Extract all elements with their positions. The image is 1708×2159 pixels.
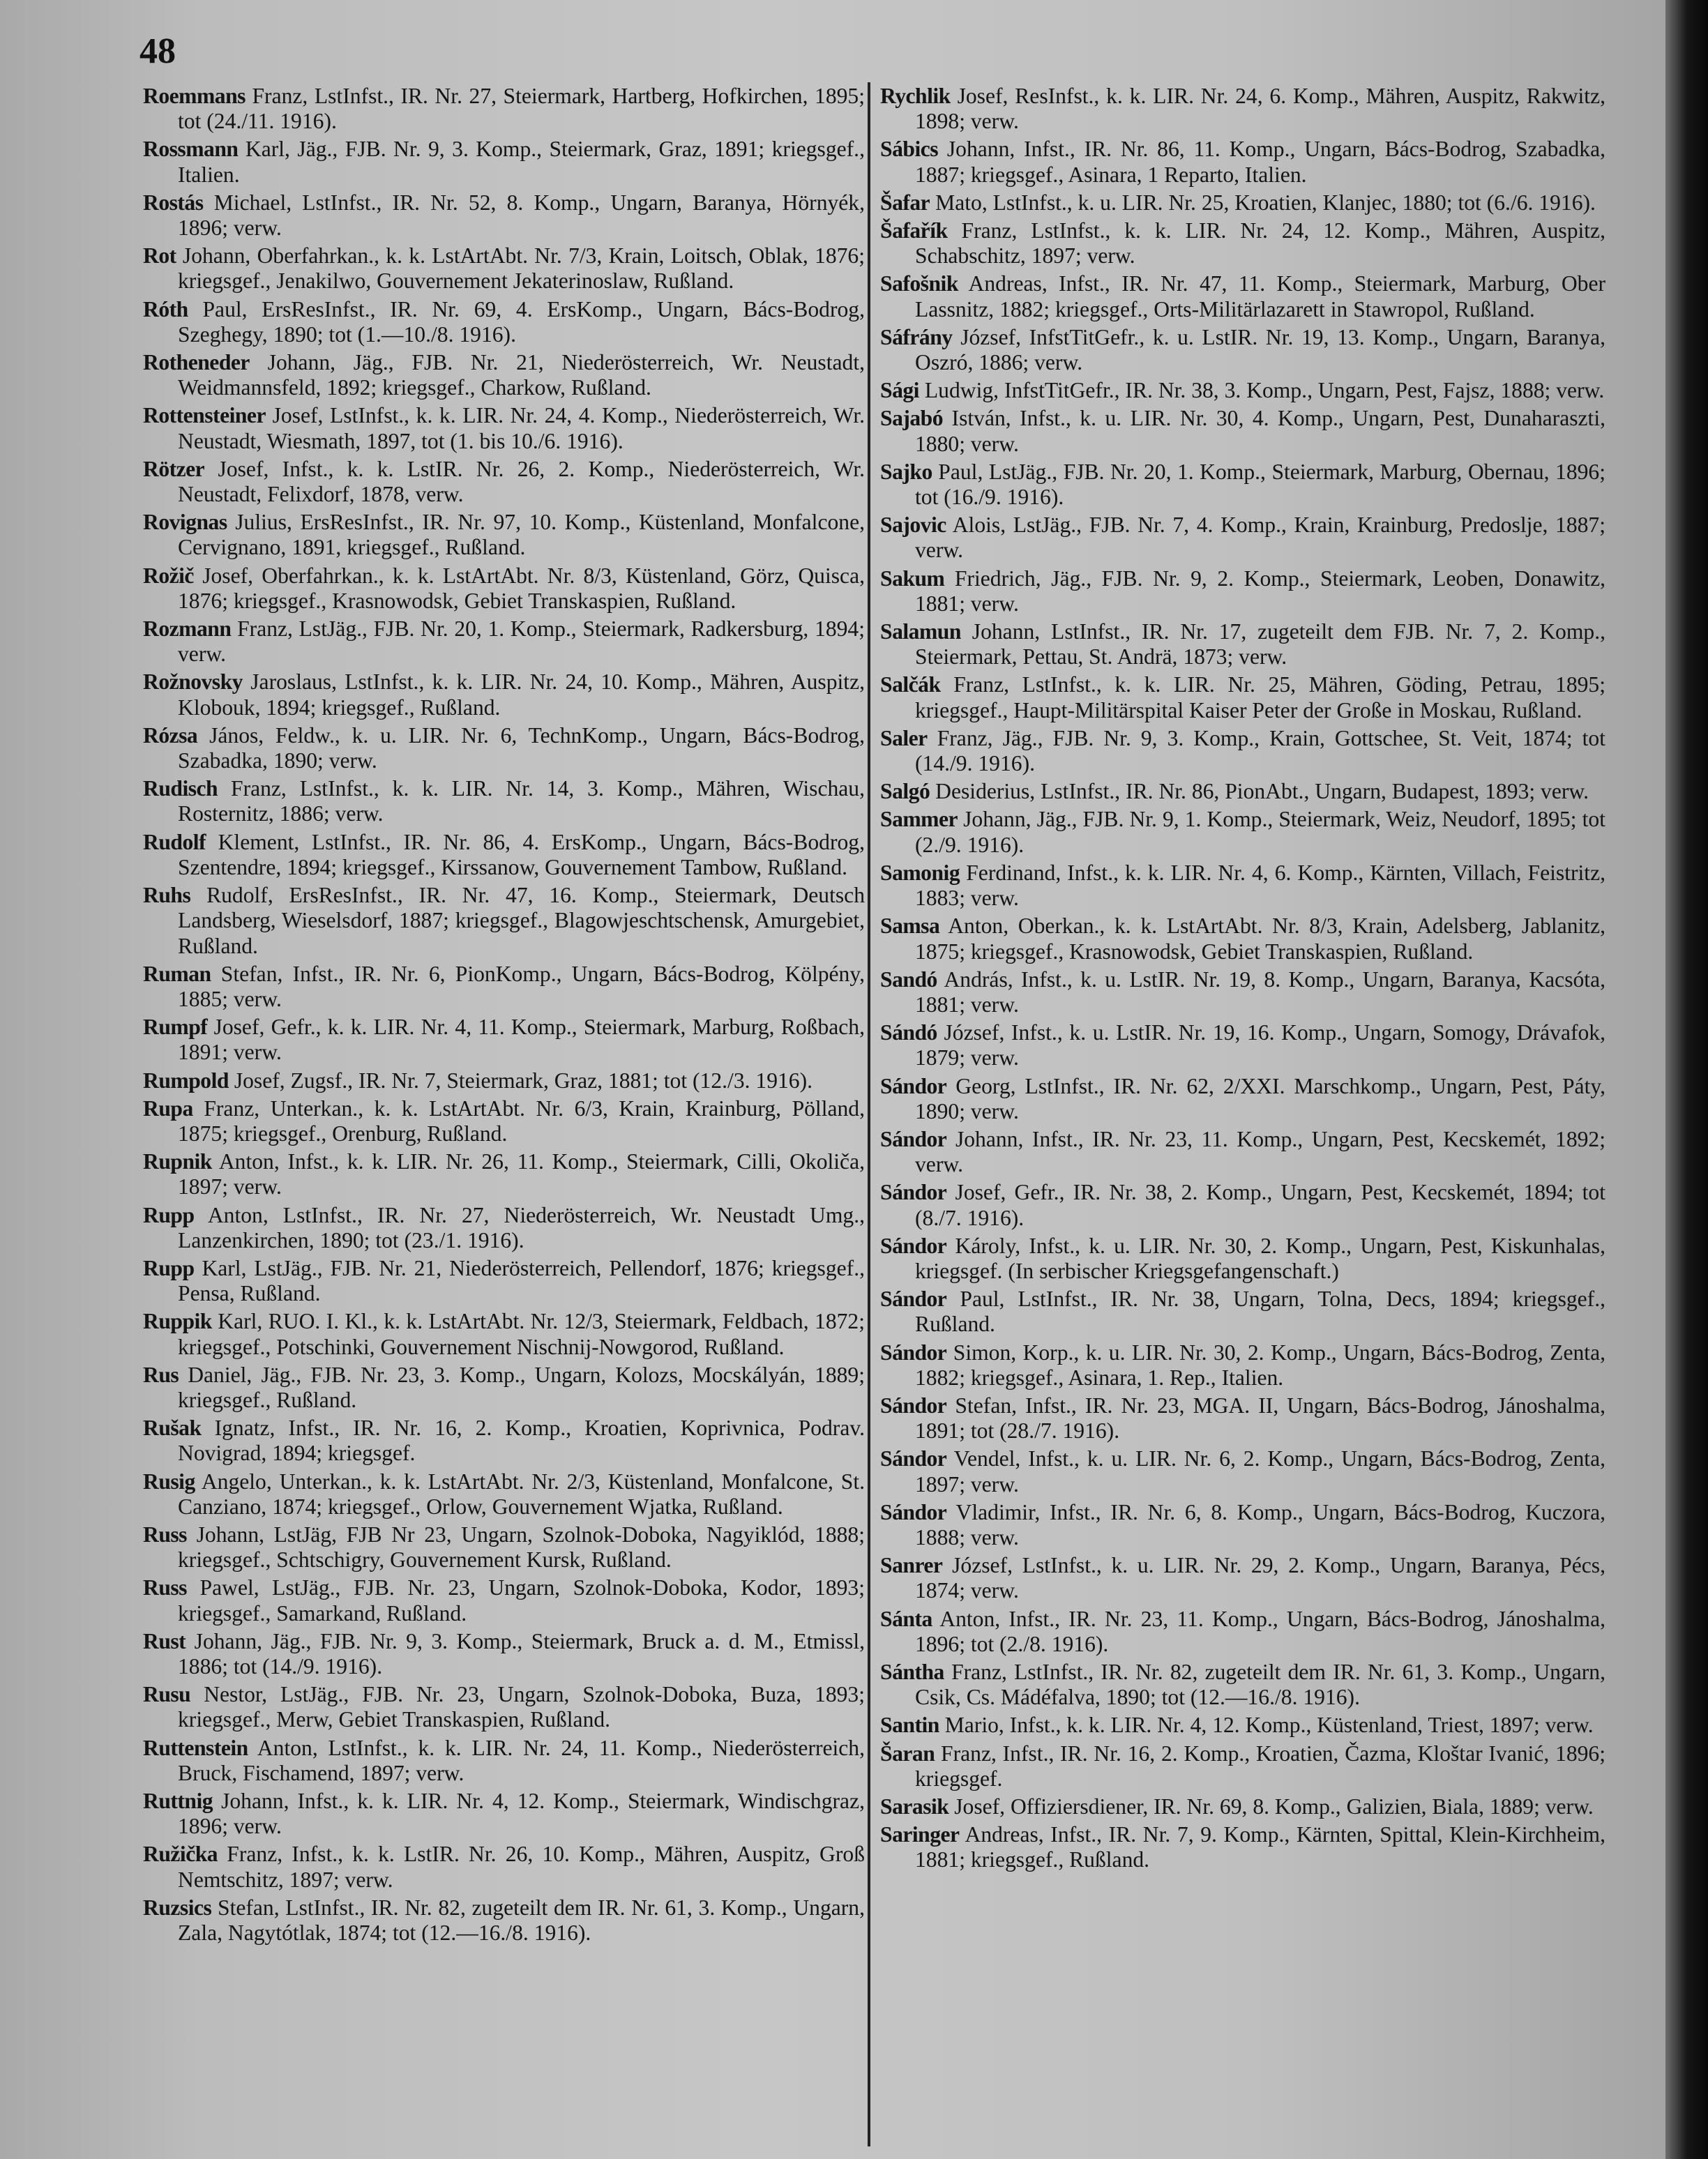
entry-details: József, InfstTitGefr., k. u. LstIR. Nr. 19, 13. Komp., Ungarn, Baranya, Oszró, 1886; verw. [915, 324, 1605, 375]
casualty-entry [880, 619, 1605, 669]
entry-details: Friedrich, Jäg., FJB. Nr. 9, 2. Komp., Steiermark, Leoben, Donawitz, 1881; verw. [915, 566, 1605, 616]
entry-surname: Róth [143, 296, 188, 321]
entry-surname: Rusig [143, 1469, 195, 1494]
entry-details: Johann, Jäg., FJB. Nr. 9, 3. Komp., Steiermark, Bruck a. d. M., Etmissl, 1886; tot (14./9. 1916). [178, 1628, 865, 1679]
entry-surname: Rossmann [143, 137, 239, 162]
entry-surname: Rumpf [143, 1015, 208, 1040]
entry-details: Johann, Infst., IR. Nr. 23, 11. Komp., Ungarn, Pest, Kecskemét, 1892; verw. [915, 1126, 1605, 1177]
entry-details: Stefan, Infst., IR. Nr. 23, MGA. II, Ungarn, Bács-Bodrog, Jánoshalma, 1891; tot (28./7. 1916). [915, 1393, 1605, 1444]
entry-surname: Sajabó [880, 406, 944, 431]
entry-surname: Šaran [880, 1741, 935, 1766]
casualty-entry [880, 190, 1605, 215]
entry-details: Desiderius, LstInfst., IR. Nr. 86, PionAbt., Ungarn, Budapest, 1893; verw. [935, 779, 1589, 804]
entry-details: Karl, RUO. I. Kl., k. k. LstArtAbt. Nr. 12/3, Steiermark, Feldbach, 1872; kriegsgef., Potschinki, Gouvernement Nischnij-Nowgorod, Rußland. [178, 1309, 865, 1359]
casualty-entry [880, 1287, 1605, 1337]
entry-surname: Rupnik [143, 1149, 212, 1174]
entry-surname: Rot [143, 243, 176, 268]
entry-surname: Sándor [880, 1073, 947, 1098]
entry-surname: Rumpold [143, 1068, 229, 1093]
casualty-entry [143, 1068, 865, 1093]
entry-details: Anton, Oberkan., k. k. LstArtAbt. Nr. 8/3, Krain, Adelsberg, Jablanitz, 1875; kriegsgef., Krasnowodsk, Gebiet Transkaspien, Rußland. [915, 914, 1605, 964]
entry-surname: Rust [143, 1628, 186, 1653]
entry-details: Josef, Gefr., k. k. LIR. Nr. 4, 11. Komp., Steiermark, Marburg, Roßbach, 1891; verw. [178, 1015, 866, 1065]
entry-surname: Russ [143, 1522, 187, 1547]
entry-surname: Sajko [880, 459, 932, 484]
entry-surname: Samsa [880, 914, 940, 939]
column-divider [868, 82, 870, 2146]
entry-details: Johann, LstJäg, FJB Nr 23, Ungarn, Szolnok-Doboka, Nagyiklód, 1888; kriegsgef., Schtschigry, Gouvernement Kursk, Rußland. [178, 1522, 865, 1573]
entry-details: Simon, Korp., k. u. LIR. Nr. 30, 2. Komp., Ungarn, Bács-Bodrog, Zenta, 1882; kriegsgef., Asinara, 1. Rep., Italien. [915, 1340, 1605, 1390]
entry-surname: Ruhs [143, 883, 191, 908]
casualty-entry [143, 190, 865, 241]
entry-details: Daniel, Jäg., FJB. Nr. 23, 3. Komp., Ungarn, Kolozs, Mocskályán, 1889; kriegsgef., Rußland. [178, 1362, 865, 1412]
entry-details: Nestor, LstJäg., FJB. Nr. 23, Ungarn, Szolnok-Doboka, Buza, 1893; kriegsgef., Merw, Gebiet Transkaspien, Rußland. [178, 1682, 865, 1732]
entry-surname: Rus [143, 1362, 179, 1387]
casualty-entry [143, 563, 865, 614]
casualty-entry [880, 967, 1605, 1017]
entry-details: János, Feldw., k. u. LIR. Nr. 6, TechnKomp., Ungarn, Bács-Bodrog, Szabadka, 1890; verw. [178, 722, 865, 773]
entry-surname: Sándor [880, 1287, 947, 1312]
casualty-entry [143, 962, 865, 1012]
entry-details: Jaroslaus, LstInfst., k. k. LIR. Nr. 24, 10. Komp., Mähren, Auspitz, Klobouk, 1894; kriegsgef., Rußland. [178, 669, 865, 720]
casualty-entry [143, 1416, 865, 1466]
entry-surname: Sándor [880, 1233, 947, 1258]
entry-surname: Rovignas [143, 510, 227, 535]
entry-surname: Santin [880, 1713, 939, 1738]
left-column [143, 84, 865, 1948]
casualty-entry [880, 406, 1605, 456]
casualty-entry [143, 1522, 865, 1573]
entry-surname: Sarasik [880, 1794, 949, 1819]
entry-surname: Sandó [880, 967, 937, 992]
casualty-entry [143, 510, 865, 560]
entry-surname: Samonig [880, 860, 960, 885]
entry-surname: Rupp [143, 1255, 195, 1280]
entry-details: Franz, Infst., k. k. LstIR. Nr. 26, 10. Komp., Mähren, Auspitz, Groß Nemtschitz, 1897; verw. [178, 1842, 865, 1892]
entry-surname: Saringer [880, 1822, 960, 1847]
entry-details: Karl, LstJäg., FJB. Nr. 21, Niederösterreich, Pellendorf, 1876; kriegsgef., Pensa, Rußland. [178, 1255, 865, 1306]
entry-details: Johann, Oberfahrkan., k. k. LstArtAbt. Nr. 7/3, Krain, Loitsch, Oblak, 1876; kriegsgef., Jenakilwo, Gouvernement Jekaterinoslaw, Rußland. [178, 243, 865, 294]
entry-surname: Saler [880, 725, 928, 750]
casualty-entry [880, 1741, 1605, 1791]
entry-surname: Sakum [880, 566, 945, 591]
entry-surname: Rožnovsky [143, 669, 243, 695]
casualty-entry [880, 1127, 1605, 1177]
casualty-entry [880, 672, 1605, 722]
casualty-entry [143, 669, 865, 720]
entry-details: Anton, LstInfst., IR. Nr. 27, Niederösterreich, Wr. Neustadt Umg., Lanzenkirchen, 1890; tot (23./1. 1916). [178, 1202, 865, 1252]
entry-surname: Sajovic [880, 513, 946, 538]
casualty-entry [143, 776, 865, 826]
entry-surname: Ružička [143, 1842, 218, 1867]
casualty-entry [143, 830, 865, 880]
casualty-entry [143, 1256, 865, 1306]
casualty-entry [880, 1822, 1605, 1872]
entry-surname: Ruttenstein [143, 1735, 248, 1760]
casualty-entry [880, 1020, 1605, 1070]
casualty-entry [880, 1340, 1605, 1391]
right-column [880, 84, 1605, 1876]
entry-details: Johann, LstInfst., IR. Nr. 17, zugeteilt dem FJB. Nr. 7, 2. Komp., Steiermark, Pettau, St. Andrä, 1873; verw. [915, 619, 1605, 669]
entry-details: Anton, Infst., IR. Nr. 23, 11. Komp., Ungarn, Bács-Bodrog, Jánoshalma, 1896; tot (2./8. 1916). [915, 1606, 1605, 1656]
entry-surname: Rostás [143, 190, 204, 215]
casualty-entry [880, 861, 1605, 911]
casualty-entry [880, 1607, 1605, 1657]
casualty-entry [143, 350, 865, 400]
entry-surname: Rudolf [143, 829, 206, 854]
casualty-entry [880, 807, 1605, 857]
entry-details: András, Infst., k. u. LstIR. Nr. 19, 8. Komp., Ungarn, Baranya, Kacsóta, 1881; verw. [915, 967, 1605, 1017]
casualty-entry [880, 325, 1605, 375]
entry-details: Julius, ErsResInfst., IR. Nr. 97, 10. Komp., Küstenland, Monfalcone, Cervignano, 1891, kriegsgef., Rußland. [178, 510, 865, 560]
casualty-entry [880, 914, 1605, 964]
casualty-entry [143, 1015, 865, 1065]
casualty-entry [143, 883, 865, 959]
entry-details: Alois, LstJäg., FJB. Nr. 7, 4. Komp., Krain, Krainburg, Predoslje, 1887; verw. [915, 513, 1606, 563]
entry-details: Vendel, Infst., k. u. LIR. Nr. 6, 2. Komp., Ungarn, Bács-Bodrog, Zenta, 1897; verw. [915, 1446, 1605, 1497]
entry-details: Stefan, Infst., IR. Nr. 6, PionKomp., Ungarn, Bács-Bodrog, Kölpény, 1885; verw. [178, 961, 865, 1011]
casualty-entry [880, 271, 1605, 321]
entry-details: Franz, LstInfst., k. k. LIR. Nr. 14, 3. Komp., Mähren, Wischau, Rosternitz, 1886; verw. [178, 776, 865, 826]
entry-surname: Sánta [880, 1606, 932, 1631]
entry-details: Josef, Gefr., IR. Nr. 38, 2. Komp., Ungarn, Pest, Kecskemét, 1894; tot (8./7. 1916). [915, 1180, 1605, 1230]
casualty-entry [880, 1180, 1605, 1230]
casualty-entry [880, 1393, 1605, 1444]
casualty-entry [143, 1363, 865, 1413]
entry-details: Károly, Infst., k. u. LIR. Nr. 30, 2. Komp., Ungarn, Pest, Kiskunhalas, kriegsgef. (In serbischer Kriegsgefangenschaft.) [915, 1233, 1605, 1283]
entry-surname: Russ [143, 1575, 187, 1600]
entry-details: Johann, Jäg., FJB. Nr. 9, 1. Komp., Steiermark, Weiz, Neudorf, 1895; tot (2./9. 1916). [915, 807, 1605, 857]
entry-surname: Salgó [880, 779, 930, 804]
entry-details: Mario, Infst., k. k. LIR. Nr. 4, 12. Komp., Küstenland, Triest, 1897; verw. [944, 1713, 1594, 1738]
casualty-entry [880, 378, 1605, 403]
entry-details: Anton, LstInfst., k. k. LIR. Nr. 24, 11. Komp., Niederösterreich, Bruck, Fischamend, 1897; verw. [178, 1735, 866, 1785]
entry-surname: Ruzsics [143, 1895, 212, 1920]
entry-details: Rudolf, ErsResInfst., IR. Nr. 47, 16. Komp., Steiermark, Deutsch Landsberg, Wieselsdorf, 1887; kriegsgef., Blagowjeschtschensk, Amurgebiet, Rußland. [178, 883, 865, 958]
entry-surname: Rötzer [143, 456, 205, 481]
entry-details: Josef, Infst., k. k. LstIR. Nr. 26, 2. Komp., Niederösterreich, Wr. Neustadt, Felixdorf, 1878, verw. [178, 456, 865, 507]
entry-details: Josef, LstInfst., k. k. LIR. Nr. 24, 4. Komp., Niederösterreich, Wr. Neustadt, Wiesmath, 1897, tot (1. bis 10./6. 1916). [178, 403, 866, 453]
entry-surname: Rupa [143, 1096, 193, 1121]
entry-details: Pawel, LstJäg., FJB. Nr. 23, Ungarn, Szolnok-Doboka, Kodor, 1893; kriegsgef., Samarkand, Rußland. [178, 1575, 865, 1626]
entry-details: Mato, LstInfst., k. u. LIR. Nr. 25, Kroatien, Klanjec, 1880; tot (6./6. 1916). [935, 190, 1596, 215]
entry-surname: Ruttnig [143, 1789, 213, 1813]
casualty-entry [143, 1736, 865, 1786]
entry-details: Karl, Jäg., FJB. Nr. 9, 3. Komp., Steiermark, Graz, 1891; kriegsgef., Italien. [178, 137, 865, 187]
entry-surname: Rudisch [143, 776, 218, 801]
casualty-entry [143, 1096, 865, 1146]
entry-surname: Sándor [880, 1340, 947, 1365]
casualty-entry [143, 1149, 865, 1199]
entry-details: Franz, Infst., IR. Nr. 16, 2. Komp., Kroatien, Čazma, Kloštar Ivanić, 1896; kriegsgef. [915, 1741, 1605, 1791]
entry-surname: Rupp [143, 1202, 195, 1227]
casualty-entry [143, 1629, 865, 1679]
entry-details: József, Infst., k. u. LstIR. Nr. 19, 16. Komp., Ungarn, Somogy, Drávafok, 1879; verw. [915, 1020, 1605, 1070]
entry-surname: Rušak [143, 1416, 202, 1441]
entry-surname: Roemmans [143, 84, 245, 108]
casualty-entry [880, 1074, 1605, 1124]
entry-surname: Safošnik [880, 271, 958, 296]
entry-surname: Šafar [880, 190, 930, 215]
entry-surname: Sántha [880, 1659, 944, 1684]
casualty-entry [880, 1794, 1605, 1819]
entry-surname: Rozmann [143, 616, 232, 642]
entry-surname: Sanrer [880, 1553, 943, 1578]
casualty-entry [143, 1469, 865, 1520]
casualty-entry [143, 243, 865, 294]
entry-details: Michael, LstInfst., IR. Nr. 52, 8. Komp., Ungarn, Baranya, Hörnyék, 1896; verw. [178, 190, 866, 241]
entry-details: Ignatz, Infst., IR. Nr. 16, 2. Komp., Kroatien, Koprivnica, Podrav. Novigrad, 1894; kriegsgef. [178, 1416, 865, 1466]
entry-details: Franz, Jäg., FJB. Nr. 9, 3. Komp., Krain, Gottschee, St. Veit, 1874; tot (14./9. 1916). [915, 725, 1605, 776]
entry-details: Paul, LstInfst., IR. Nr. 38, Ungarn, Tolna, Decs, 1894; kriegsgef., Rußland. [915, 1287, 1605, 1337]
entry-details: Franz, LstInfst., IR. Nr. 27, Steiermark, Hartberg, Hofkirchen, 1895; tot (24./11. 1916). [178, 84, 865, 134]
casualty-entry [880, 84, 1605, 134]
entry-details: József, LstInfst., k. u. LIR. Nr. 29, 2. Komp., Ungarn, Baranya, Pécs, 1874; verw. [915, 1553, 1605, 1603]
casualty-entry [880, 1500, 1605, 1550]
entry-details: Franz, Unterkan., k. k. LstArtAbt. Nr. 6/3, Krain, Krainburg, Pölland, 1875; kriegsgef., Orenburg, Rußland. [178, 1096, 866, 1146]
entry-details: Andreas, Infst., IR. Nr. 7, 9. Komp., Kärnten, Spittal, Klein-Kirchheim, 1881; kriegsgef., Rußland. [915, 1822, 1606, 1872]
entry-details: Georg, LstInfst., IR. Nr. 62, 2/XXI. Marschkomp., Ungarn, Pest, Páty, 1890; verw. [915, 1073, 1605, 1123]
entry-details: Anton, Infst., k. k. LIR. Nr. 26, 11. Komp., Steiermark, Cilli, Okoliča, 1897; verw. [178, 1149, 865, 1199]
casualty-entry [143, 616, 865, 667]
entry-surname: Salamun [880, 619, 961, 644]
entry-details: Ferdinand, Infst., k. k. LIR. Nr. 4, 6. Komp., Kärnten, Villach, Feistritz, 1883; verw. [915, 860, 1605, 911]
casualty-entry [143, 1895, 865, 1946]
entry-surname: Rožič [143, 563, 194, 588]
entry-details: Paul, ErsResInfst., IR. Nr. 69, 4. ErsKomp., Ungarn, Bács-Bodrog, Szeghegy, 1890; tot (1.—10./8. 1916). [178, 296, 865, 347]
casualty-entry [880, 726, 1605, 776]
entry-surname: Sági [880, 378, 919, 403]
casualty-entry [880, 513, 1605, 563]
entry-surname: Sábics [880, 137, 939, 162]
entry-details: Johann, Infst., k. k. LIR. Nr. 4, 12. Komp., Steiermark, Windischgraz, 1896; verw. [178, 1789, 865, 1839]
entry-details: Franz, LstInfst., k. k. LIR. Nr. 24, 12. Komp., Mähren, Auspitz, Schabschitz, 1897; verw. [915, 218, 1605, 268]
casualty-entry [143, 297, 865, 347]
casualty-entry [880, 779, 1605, 804]
casualty-entry [880, 1446, 1605, 1497]
entry-surname: Rotheneder [143, 350, 250, 375]
entry-details: Andreas, Infst., IR. Nr. 47, 11. Komp., Steiermark, Marburg, Ober Lassnitz, 1882; kriegsgef., Orts-Militärlazarett in Stawropol, Rußland. [915, 271, 1605, 321]
casualty-entry [143, 1842, 865, 1892]
casualty-entry [143, 1203, 865, 1253]
entry-details: Franz, LstInfst., k. k. LIR. Nr. 25, Mähren, Göding, Petrau, 1895; kriegsgef., Haupt-Militärspital Kaiser Peter der Große in Moskau, Rußland. [915, 672, 1605, 722]
entry-surname: Sándó [880, 1020, 937, 1045]
entry-surname: Sáfrány [880, 324, 953, 349]
page-number: 48 [139, 31, 176, 71]
entry-surname: Sándor [880, 1499, 947, 1524]
casualty-entry [880, 1553, 1605, 1603]
entry-surname: Ruppik [143, 1309, 212, 1334]
casualty-entry [143, 1682, 865, 1732]
entry-surname: Rusu [143, 1682, 191, 1707]
casualty-entry [880, 1713, 1605, 1738]
entry-surname: Sándor [880, 1126, 947, 1151]
entry-surname: Ruman [143, 961, 211, 986]
entry-details: Josef, Zugsf., IR. Nr. 7, Steiermark, Graz, 1881; tot (12./3. 1916). [234, 1068, 813, 1093]
entry-surname: Rychlik [880, 84, 951, 108]
entry-surname: Sándor [880, 1446, 947, 1471]
casualty-entry [880, 137, 1605, 187]
casualty-entry [143, 403, 865, 453]
entry-surname: Rottensteiner [143, 403, 266, 428]
casualty-entry [880, 460, 1605, 510]
entry-details: Klement, LstInfst., IR. Nr. 86, 4. ErsKomp., Ungarn, Bács-Bodrog, Szentendre, 1894; kriegsgef., Kirssanow, Gouvernement Tambow, Rußland. [178, 829, 865, 879]
entry-details: Franz, LstJäg., FJB. Nr. 20, 1. Komp., Steiermark, Radkersburg, 1894; verw. [178, 616, 865, 667]
entry-details: Josef, Oberfahrkan., k. k. LstArtAbt. Nr. 8/3, Küstenland, Görz, Quisca, 1876; kriegsgef., Krasnowodsk, Gebiet Transkaspien, Rußland. [178, 563, 865, 613]
entry-details: Josef, ResInfst., k. k. LIR. Nr. 24, 6. Komp., Mähren, Auspitz, Rakwitz, 1898; verw. [915, 84, 1605, 134]
entry-details: Johann, Jäg., FJB. Nr. 21, Niederösterreich, Wr. Neustadt, Weidmannsfeld, 1892; kriegsgef., Charkow, Rußland. [178, 350, 865, 400]
casualty-entry [143, 723, 865, 773]
casualty-entry [143, 84, 865, 134]
casualty-entry [880, 566, 1605, 616]
entry-surname: Sammer [880, 807, 958, 832]
entry-surname: Šafařík [880, 218, 948, 243]
scan-edge-shadow [1665, 0, 1708, 2159]
entry-details: Vladimir, Infst., IR. Nr. 6, 8. Komp., Ungarn, Bács-Bodrog, Kuczora, 1888; verw. [915, 1499, 1606, 1550]
casualty-entry [143, 457, 865, 507]
casualty-entry [143, 137, 865, 187]
entry-details: Ludwig, InfstTitGefr., IR. Nr. 38, 3. Komp., Ungarn, Pest, Fajsz, 1888; verw. [924, 378, 1605, 403]
entry-surname: Sándor [880, 1180, 947, 1205]
entry-details: István, Infst., k. u. LIR. Nr. 30, 4. Komp., Ungarn, Pest, Dunaharaszti, 1880; verw. [915, 406, 1606, 456]
entry-surname: Rózsa [143, 722, 198, 748]
entry-details: Johann, Infst., IR. Nr. 86, 11. Komp., Ungarn, Bács-Bodrog, Szabadka, 1887; kriegsgef., Asinara, 1 Reparto, Italien. [915, 137, 1605, 187]
casualty-entry [143, 1575, 865, 1626]
casualty-entry [880, 1234, 1605, 1284]
casualty-entry [143, 1309, 865, 1359]
entry-details: Stefan, LstInfst., IR. Nr. 82, zugeteilt dem IR. Nr. 61, 3. Komp., Ungarn, Zala, Nagytótlak, 1874; tot (12.—16./8. 1916). [178, 1895, 866, 1946]
entry-surname: Sándor [880, 1393, 947, 1418]
entry-details: Franz, LstInfst., IR. Nr. 82, zugeteilt dem IR. Nr. 61, 3. Komp., Ungarn, Csik, Cs. Mádéfalva, 1890; tot (12.—16./8. 1916). [915, 1659, 1605, 1710]
entry-surname: Salčák [880, 672, 941, 697]
casualty-entry [143, 1789, 865, 1839]
casualty-entry [880, 218, 1605, 268]
entry-details: Angelo, Unterkan., k. k. LstArtAbt. Nr. 2/3, Küstenland, Monfalcone, St. Canziano, 1874; kriegsgef., Orlow, Gouvernement Wjatka, Rußland. [178, 1469, 865, 1519]
casualty-entry [880, 1660, 1605, 1710]
entry-details: Paul, LstJäg., FJB. Nr. 20, 1. Komp., Steiermark, Marburg, Obernau, 1896; tot (16./9. 1916). [915, 459, 1605, 510]
entry-details: Josef, Offiziersdiener, IR. Nr. 69, 8. Komp., Galizien, Biala, 1889; verw. [954, 1794, 1594, 1819]
